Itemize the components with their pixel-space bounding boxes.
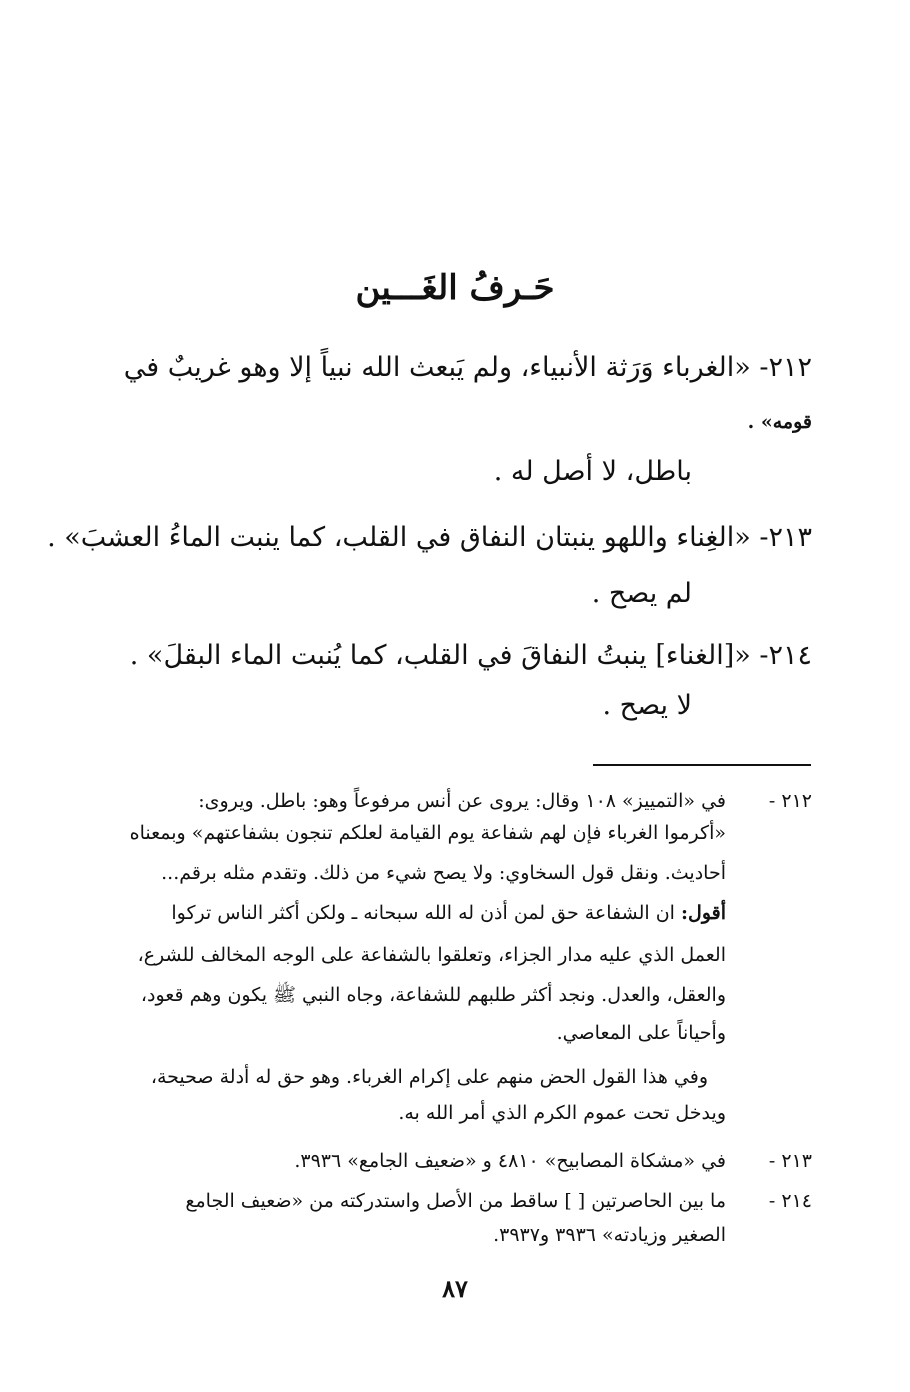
aqulu-label: أقول:: [681, 902, 726, 924]
entry-212-line-1: [92, 348, 812, 388]
entry-213-line-1: [47, 518, 812, 558]
footnote-213-number: ٢١٣ -: [768, 1150, 812, 1172]
entry-212-line-2: قومه» .: [747, 411, 812, 433]
page-number: ٨٧: [442, 1274, 468, 1303]
book-page: حَـرفُ الغَـــين ٢١٢- «الغرباء وَرَثة الأنبياء، ولم يَبعث الله نبياً إلا وهو غريبٌ في قومه» . باطل، لا أصل له . ٢١٣- «الغِناء واللهو ينبتان النفاق في القلب، كما ينبت الماءُ العشبَ» . لم يصح . ٢١٤- «[الغناء] ينبتُ النفاقَ في القلب، كما يُنبت الماء البقلَ» . لا يصح . ٢١٢ - في «التمييز» ١٠٨ وقال: يروى عن أنس مرفوعاً وهو: باطل. ويروى: «أكرموا الغرباء فإن لهم شفاعة يوم القيامة لعلكم تنجون بشفاعتهم» وبمعناه أحاديث. ونقل قول السخاوي: ولا يصح شيء من ذلك. وتقدم مثله برقم... أقول: ان الشفاعة حق لمن أذن له الله سبحانه ـ ولكن أكثر الناس تركوا العمل الذي عليه مدار الجزاء، وتعلقوا بالشفاعة على الوجه المخالف للشرع، والعقل، والعدل. ونجد أكثر طلبهم للشفاعة، وجاه النبي ﷺ يكون وهم قعود، وأحياناً على المعاصي. وفي هذا القول الحض منهم على إكرام الغرباء. وهو حق له أدلة صحيحة، ويدخل تحت عموم الكرم الذي أمر الله به. ٢١٣ - في «مشكاة المصابيح» ٤٨١٠ و «ضعيف الجامع» ٣٩٣٦. ٢١٤ - ما بين الحاصرتين [ ] ساقط من الأصل واستدركته من «ضعيف الجامع الصغير وزيادته» ٣٩٣٦ و٣٩٣٧. ٨٧: [0, 0, 910, 1392]
entry-212-number: ٢١٢-: [759, 352, 812, 383]
entry-214-text: «[الغناء] ينبتُ النفاقَ في القلب، كما يُنبت الماء البقلَ» .: [129, 640, 751, 671]
entry-214-line-1: [92, 636, 812, 676]
footnote-214-number: ٢١٤ -: [768, 1190, 812, 1212]
entry-213-number: ٢١٣-: [759, 522, 812, 553]
footnote-separator: [593, 764, 811, 766]
chapter-heading: حَـرفُ الغَـــين: [355, 268, 555, 308]
entry-212-text: «الغرباء وَرَثة الأنبياء، ولم يَبعث الله نبياً إلا وهو غريبٌ في: [123, 352, 751, 383]
footnote-212-number: ٢١٢ -: [768, 790, 812, 812]
entry-213-text: «الغِناء واللهو ينبتان النفاق في القلب، كما ينبت الماءُ العشبَ» .: [47, 522, 751, 553]
entry-212-verdict: باطل، لا أصل له .: [493, 456, 692, 487]
entry-214-verdict: لا يصح .: [602, 690, 692, 721]
entry-214-number: ٢١٤-: [759, 640, 812, 671]
entry-213-verdict: لم يصح .: [591, 578, 692, 609]
